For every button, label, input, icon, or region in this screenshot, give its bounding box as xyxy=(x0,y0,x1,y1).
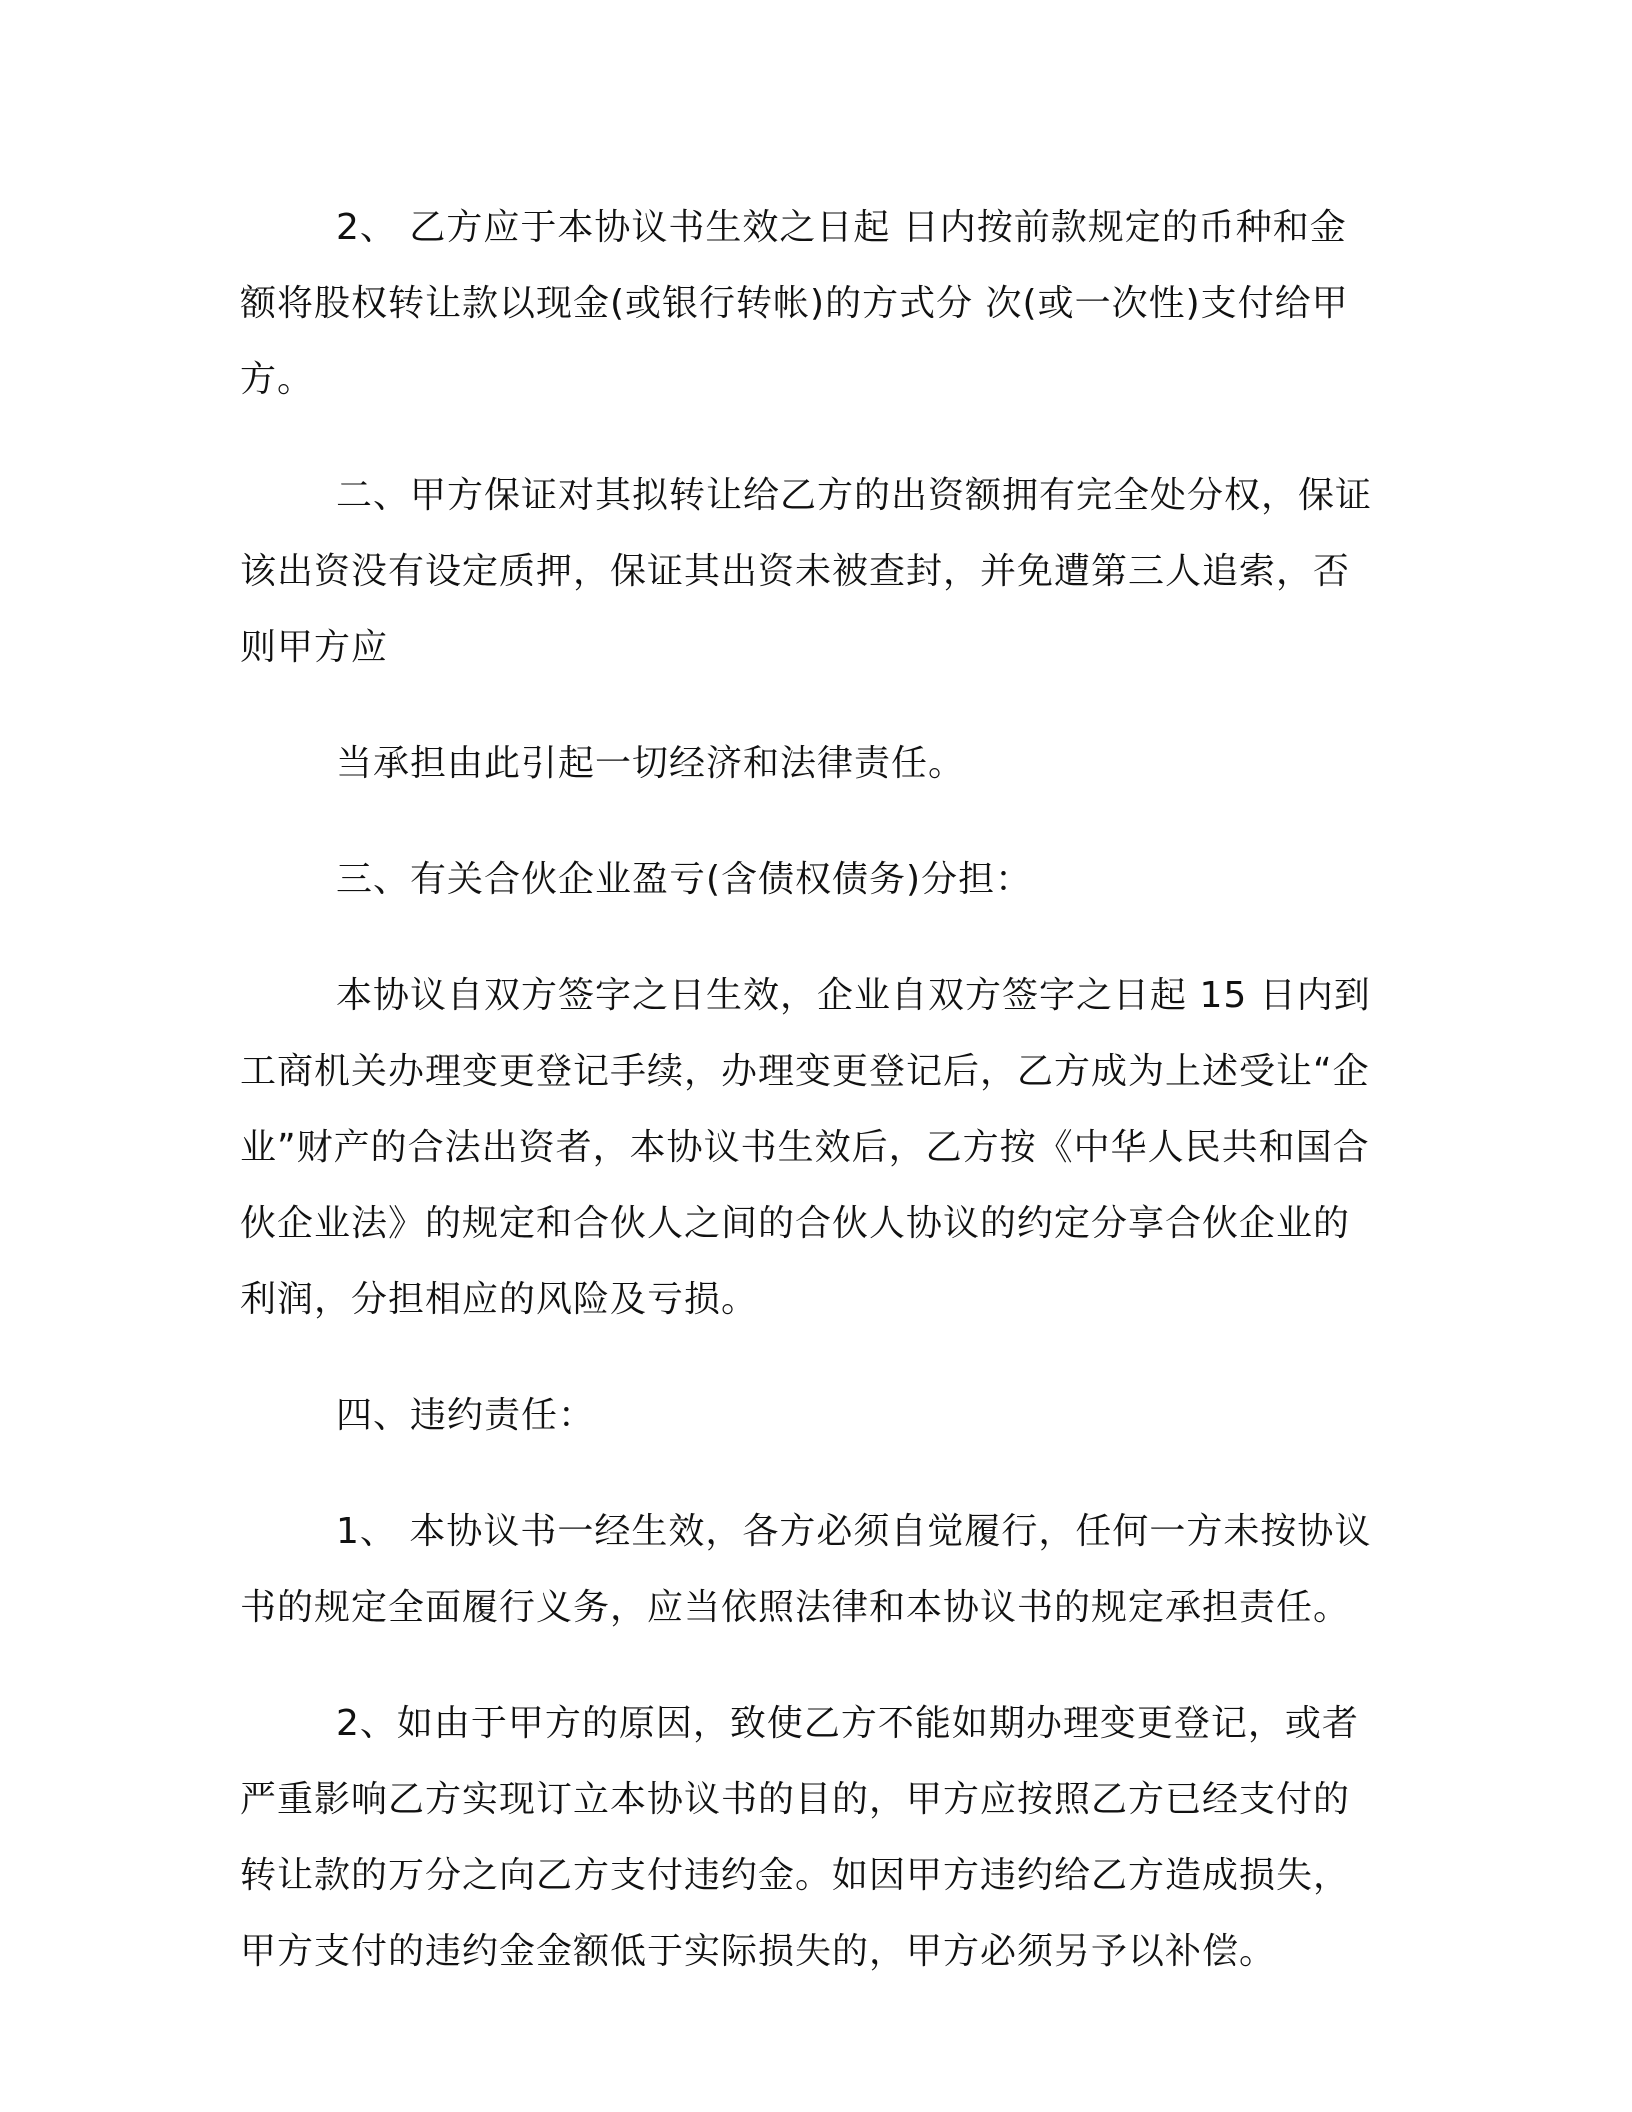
document-body xyxy=(240,190,1380,1990)
breach-item-2: 2、如由于甲方的原因，致使乙方不能如期办理变更登记，或者严重影响乙方实现订立本协议书的目的，甲方应按照乙方已经支付的转让款的万分之向乙方支付违约金。如因甲方违约给乙方造成损失，甲方支付的违约金金额低于实际损失的，甲方必须另予以补偿。 xyxy=(240,1703,1359,1972)
clause-two-paragraph: 二、甲方保证对其拟转让给乙方的出资额拥有完全处分权，保证该出资没有设定质押，保证其出资未被查封，并免遭第三人追索，否则甲方应 xyxy=(240,475,1373,668)
clause-payment-paragraph: 2、 乙方应于本协议书生效之日起 日内按前款规定的币种和金额将股权转让款以现金(或银行转帐)的方式分 次(或一次性)支付给甲方。 xyxy=(240,207,1349,400)
breach-item-1: 1、 本协议书一经生效，各方必须自觉履行，任何一方未按协议书的规定全面履行义务，应当依照法律和本协议书的规定承担责任。 xyxy=(240,1511,1372,1628)
clause-two-continuation: 当承担由此引起一切经济和法律责任。 xyxy=(336,743,966,784)
clause-three-paragraph: 本协议自双方签字之日生效，企业自双方签字之日起 15 日内到工商机关办理变更登记手续，办理变更登记后，乙方成为上述受让“企业”财产的合法出资者，本协议书生效后，乙方按《中华人民共和国合伙企业法》的规定和合伙人之间的合伙人协议的约定分享合伙企业的利润，分担相应的风险及亏损。 xyxy=(240,975,1371,1320)
clause-three-heading: 三、有关合伙企业盈亏(含债权债务)分担： xyxy=(336,859,1033,900)
clause-four-heading: 四、违约责任： xyxy=(336,1395,596,1436)
